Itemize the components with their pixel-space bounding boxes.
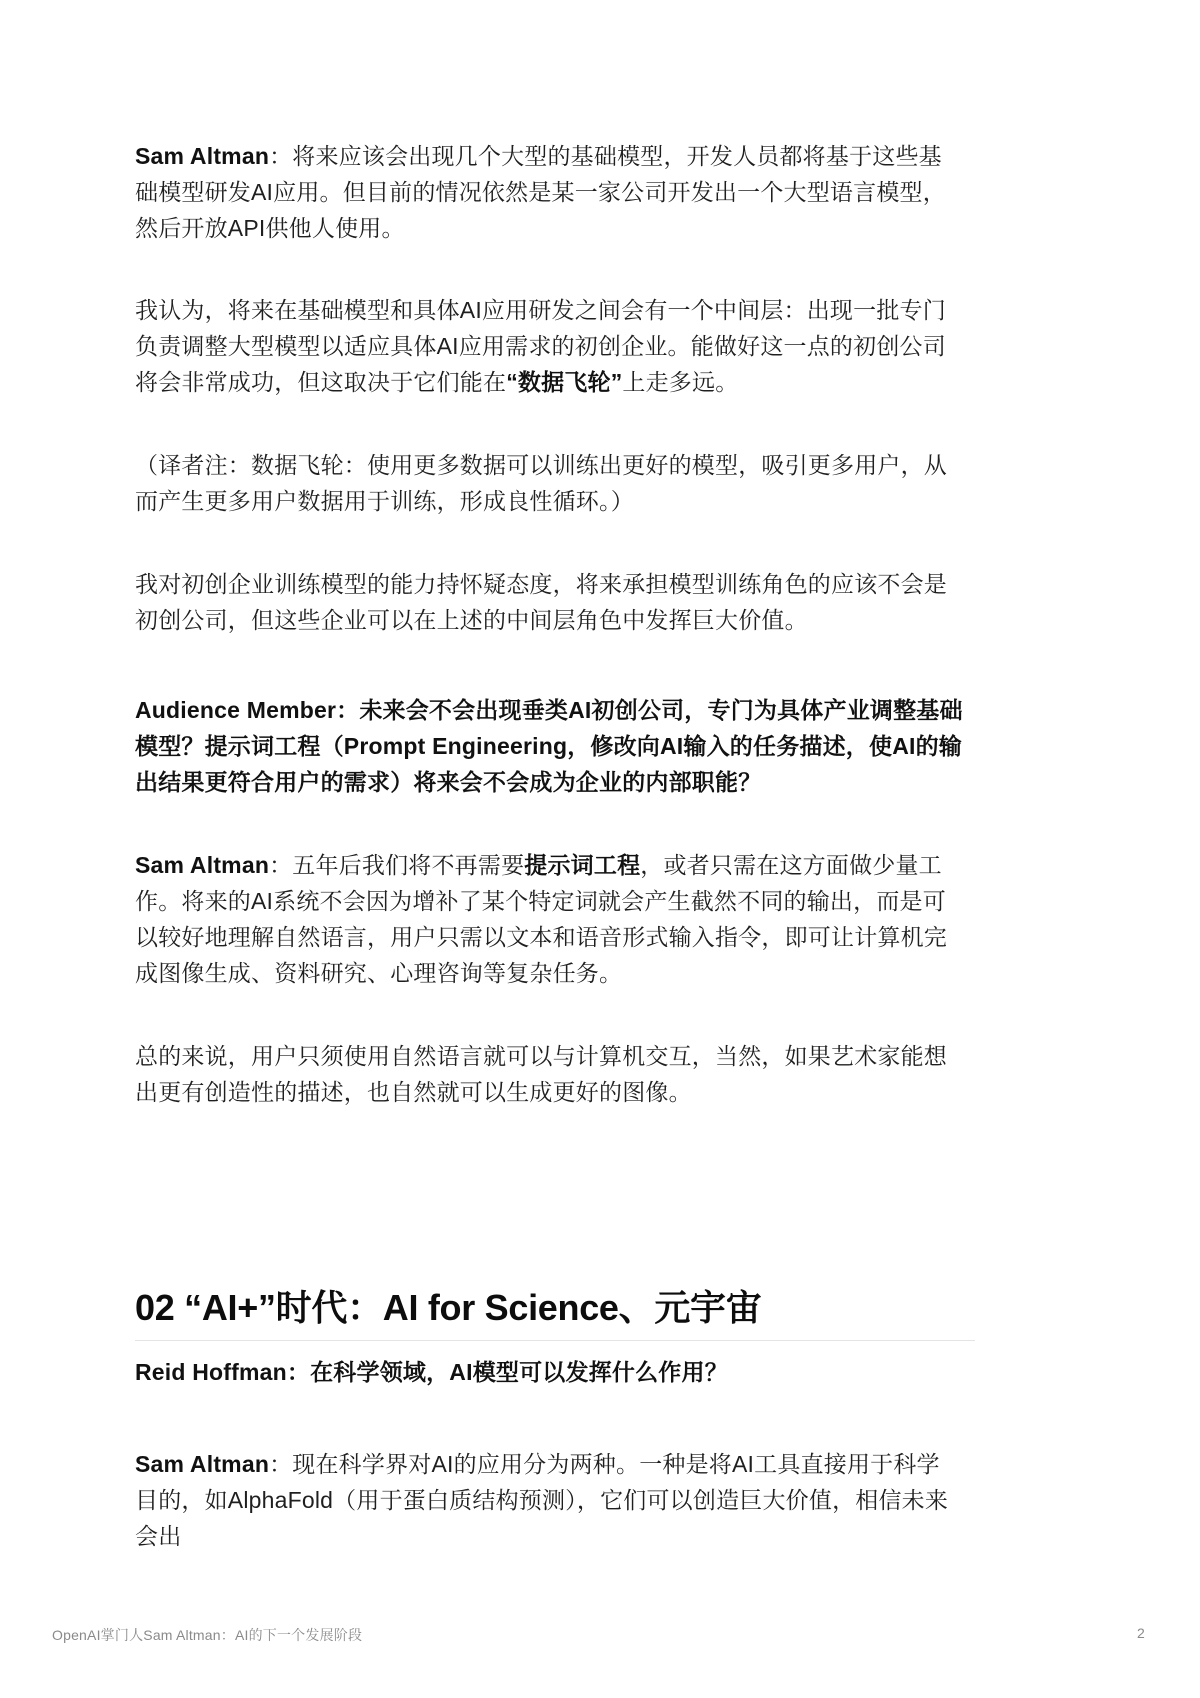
paragraph-text: 将来应该会出现几个大型的基础模型，开发人员都将基于这些基础模型研发AI应用。但目前的情况依然是某一家公司开发出一个大型语言模型，然后开放API供他人使用。: [135, 143, 946, 241]
bold-term-data-flywheel: “数据飞轮”: [506, 369, 623, 395]
speaker-name: Sam Altman: [135, 1451, 270, 1477]
paragraph-text: 上走多远。: [622, 369, 739, 395]
footer-document-title: OpenAI掌门人Sam Altman：AI的下一个发展阶段: [52, 1627, 363, 1643]
paragraph-text: 总的来说，用户只须使用自然语言就可以与计算机交互，当然，如果艺术家能想出更有创造性的描述，也自然就可以生成更好的图像。: [135, 1043, 947, 1105]
speaker-separator: ：: [269, 143, 293, 169]
footer-page-number: 2: [1137, 1625, 1145, 1641]
speaker-name: Sam Altman: [135, 143, 270, 169]
paragraph-startup-skepticism: [135, 566, 965, 638]
paragraph-text: （译者注：数据飞轮：使用更多数据可以训练出更好的模型，吸引更多用户，从而产生更多用户数据用于训练，形成良性循环。）: [135, 452, 947, 514]
speaker-name: Audience Member: [135, 697, 337, 723]
paragraph-text: 现在科学界对AI的应用分为两种。一种是将AI工具直接用于科学目的，如AlphaFold（用于蛋白质结构预测），它们可以创造巨大价值，相信未来会出: [135, 1451, 949, 1549]
paragraph-text: 五年后我们将不再需要: [292, 852, 525, 878]
section-divider: [135, 1340, 975, 1341]
question-text: 在科学领域，AI模型可以发挥什么作用？: [310, 1359, 728, 1385]
paragraph-altman-foundation-models: [135, 138, 965, 246]
paragraph-altman-prompt-engineering: [135, 847, 965, 991]
speaker-separator: ：: [336, 697, 360, 723]
speaker-name: Sam Altman: [135, 852, 270, 878]
paragraph-middle-layer: [135, 292, 965, 400]
paragraph-hoffman-question: [135, 1354, 965, 1390]
speaker-name: Reid Hoffman: [135, 1359, 287, 1385]
paragraph-text: 我对初创企业训练模型的能力持怀疑态度，将来承担模型训练角色的应该不会是初创公司，但这些企业可以在上述的中间层角色中发挥巨大价值。: [135, 571, 947, 633]
paragraph-natural-language-summary: [135, 1038, 965, 1110]
speaker-separator: ：: [269, 1451, 293, 1477]
bold-term-prompt-engineering: 提示词工程: [524, 852, 641, 878]
paragraph-text: ，或者只需在这方面做少量工作。将来的AI系统不会因为增补了某个特定词就会产生截然不同的输出，而是可以较好地理解自然语言，用户只需以文本和语音形式输入指令，即可让计算机完成图像生成、资料研究、心理咨询等复杂任务。: [135, 852, 947, 986]
question-text: 未来会不会出现垂类AI初创公司，专门为具体产业调整基础模型？提示词工程（Prompt Engineering，修改向AI输入的任务描述，使AI的输出结果更符合用户的需求）将来会不会成为企业的内部职能？: [135, 697, 963, 795]
translator-note: [135, 447, 965, 519]
paragraph-text: 我认为，将来在基础模型和具体AI应用研发之间会有一个中间层：出现一批专门负责调整大型模型以适应具体AI应用需求的初创企业。能做好这一点的初创公司将会非常成功，但这取决于它们能在: [135, 297, 946, 395]
speaker-separator: ：: [269, 852, 293, 878]
speaker-separator: ：: [286, 1359, 311, 1385]
section-heading: 02 “AI+”时代：AI for Science、元宇宙: [135, 1287, 762, 1328]
paragraph-audience-question: [135, 692, 965, 800]
paragraph-altman-science: [135, 1446, 955, 1554]
